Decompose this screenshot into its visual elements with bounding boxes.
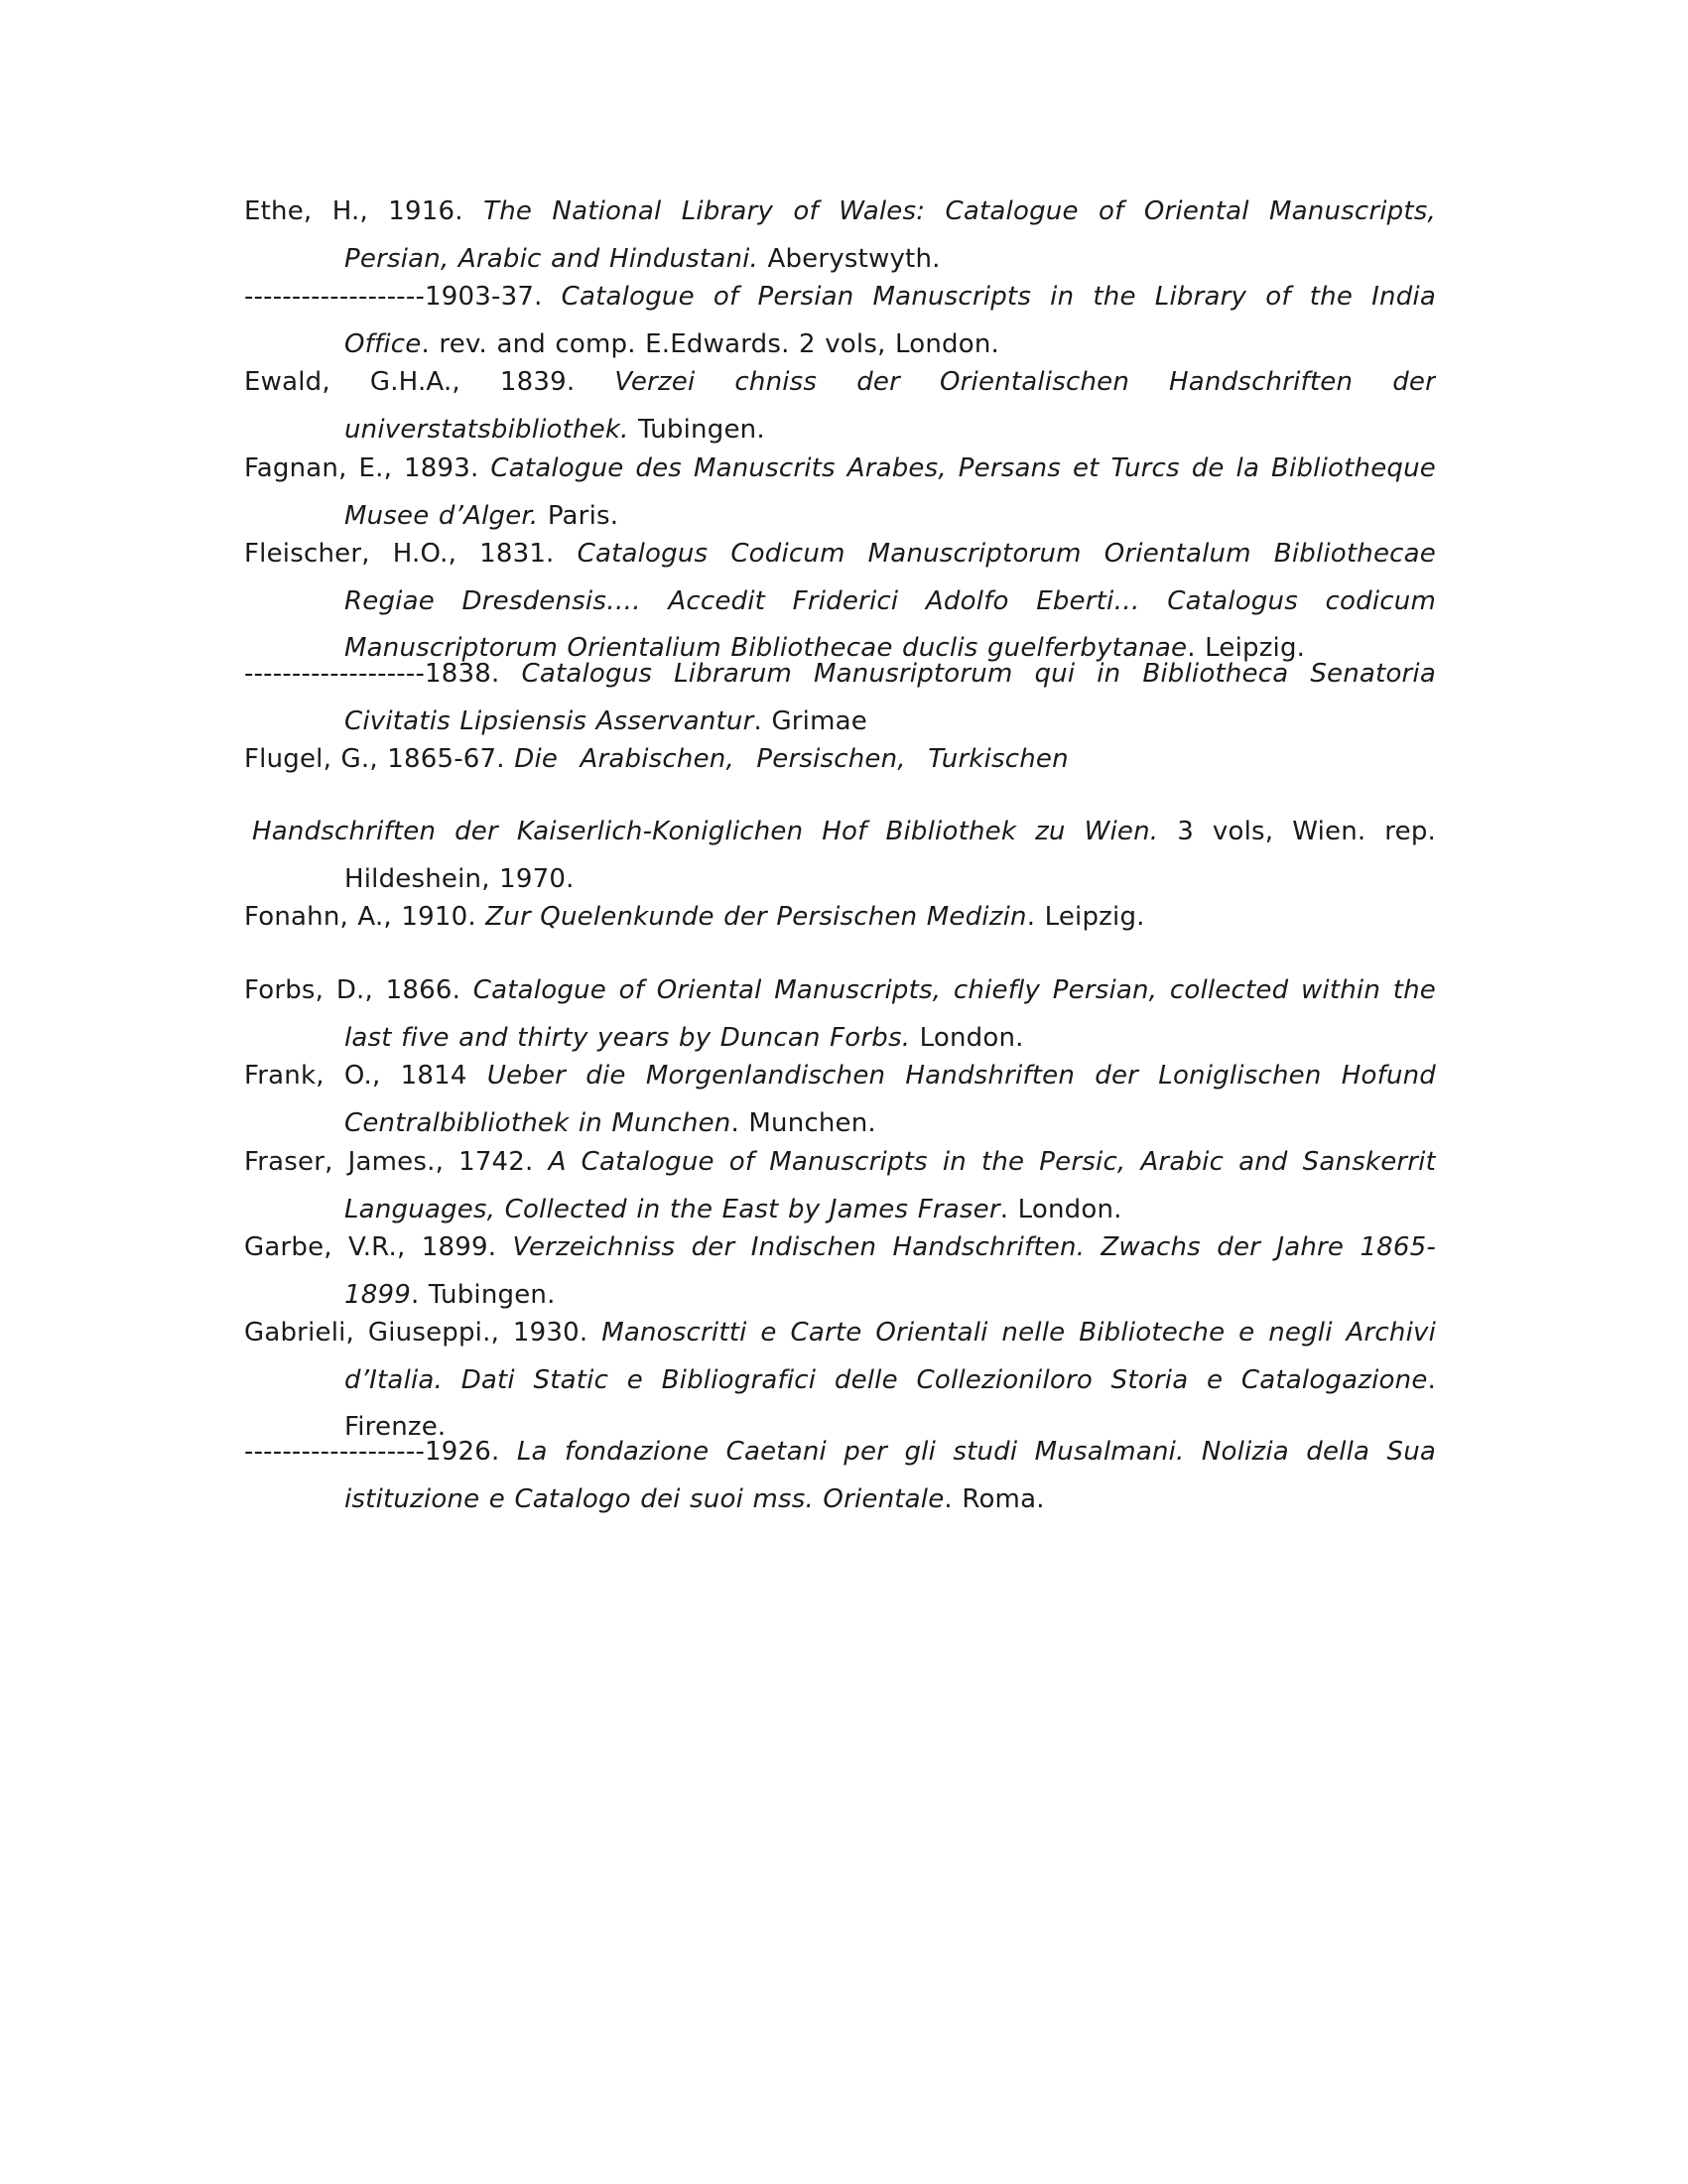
- bibliography-entry: [244, 736, 1436, 784]
- entry-title: Die Arabischen, Persischen, Turkischen: [514, 744, 1069, 774]
- entry-text: Tubingen.: [628, 414, 765, 445]
- entry-line: [244, 894, 1436, 942]
- entry-title: Office: [344, 328, 422, 359]
- entry-title: Languages, Collected in the East by James Fraser: [344, 1194, 1000, 1224]
- entry-text: . Roma.: [944, 1483, 1045, 1514]
- bibliography-entry: [244, 446, 1436, 540]
- entry-title: Centralbibliothek in Munchen: [344, 1107, 731, 1138]
- entry-text: Frank, O., 1814: [244, 1061, 487, 1091]
- entry-line: [244, 1310, 1436, 1357]
- entry-line: [244, 446, 1436, 493]
- entry-line: [244, 1053, 1436, 1100]
- entry-title: Verzei chniss der Orientalischen Handschriften der: [614, 367, 1436, 397]
- entry-title: Handschriften der Kaiserlich-Koniglichen Hof Bibliothek zu Wien.: [252, 817, 1159, 846]
- entry-text: Gabrieli, Giuseppi., 1930.: [244, 1318, 602, 1348]
- entry-text: Fleischer, H.O., 1831.: [244, 539, 578, 569]
- entry-title: Ueber die Morgenlandischen Handshriften der Loniglischen Hofund: [486, 1061, 1436, 1091]
- entry-title: La fondazione Caetani per gli studi Musalmani. Nolizia della Sua: [516, 1437, 1436, 1467]
- entry-line: [244, 651, 1436, 699]
- entry-title: Catalogue of Oriental Manuscripts, chiefly Persian, collected within the: [472, 975, 1436, 1005]
- entry-title: Catalogus Codicum Manuscriptorum Orientalum Bibliothecae: [577, 539, 1436, 569]
- entry-text: . London.: [999, 1194, 1122, 1224]
- entry-text: .: [1427, 1364, 1436, 1395]
- entry-text: . Leipzig.: [1187, 633, 1306, 663]
- entry-text: . Tubingen.: [410, 1279, 556, 1310]
- entry-line: [244, 1224, 1436, 1272]
- entry-text: Paris.: [538, 500, 619, 531]
- entry-title: Musee d’Alger.: [344, 500, 539, 531]
- entry-line: [244, 1139, 1436, 1187]
- bibliography-entry: [244, 967, 1436, 1062]
- entry-title: A Catalogue of Manuscripts in the Persic, Arabic and Sanskerrit: [548, 1147, 1436, 1177]
- entry-text: . Leipzig.: [1026, 902, 1145, 932]
- bibliography-entry: [244, 359, 1436, 453]
- entry-text: Fraser, James., 1742.: [244, 1147, 549, 1177]
- entry-title: Manuscriptorum Orientalium Bibliothecae duclis guelferbytanae: [344, 633, 1188, 663]
- entry-title: Persian, Arabic and Hindustani.: [344, 243, 759, 274]
- entry-title: Catalogus Librarum Manusriptorum qui in Bibliotheca Senatoria: [521, 659, 1436, 689]
- entry-line: [244, 578, 1436, 626]
- entry-line: [244, 1477, 1436, 1524]
- entry-text: . Munchen.: [730, 1107, 876, 1138]
- entry-text: Garbe, V.R., 1899.: [244, 1232, 513, 1262]
- entry-text: Fonahn, A., 1910.: [244, 902, 486, 932]
- bibliography-entry: [244, 809, 1436, 903]
- bibliography-entry: [244, 1053, 1436, 1147]
- entry-text: Ethe, H., 1916.: [244, 196, 484, 226]
- entry-text: . Grimae: [753, 706, 867, 736]
- entry-text: Fagnan, E., 1893.: [244, 453, 491, 483]
- entry-line: [244, 531, 1436, 578]
- bibliography-entry: [244, 651, 1436, 745]
- entry-text: -------------------1903-37.: [244, 282, 562, 312]
- entry-title: universtatsbibliothek.: [344, 414, 629, 445]
- entry-title: istituzione e Catalogo dei suoi mss. Orientale: [344, 1483, 945, 1514]
- entry-text: Firenze.: [344, 1412, 447, 1442]
- entry-text: Forbs, D., 1866.: [244, 975, 473, 1005]
- entry-text: -------------------1926.: [244, 1437, 517, 1467]
- entry-title: The National Library of Wales: Catalogue of Oriental Manuscripts,: [483, 196, 1436, 226]
- entry-line: [244, 359, 1436, 407]
- entry-text: Hildeshein, 1970.: [344, 863, 575, 894]
- bibliography-entry: [244, 274, 1436, 368]
- entry-text: Aberystwyth.: [758, 243, 941, 274]
- bibliography-entry: [244, 189, 1436, 283]
- bibliography-entry: [244, 1224, 1436, 1319]
- entry-title: Manoscritti e Carte Orientali nelle Biblioteche e negli Archivi: [601, 1318, 1436, 1348]
- entry-line: [244, 736, 1117, 784]
- entry-title: last five and thirty years by Duncan Forbs.: [344, 1022, 911, 1053]
- entry-title: Catalogue of Persian Manuscripts in the Library of the India: [561, 282, 1436, 312]
- entry-title: Verzeichniss der Indischen Handschriften. Zwachs der Jahre 1865-: [512, 1232, 1436, 1262]
- entry-line: [244, 1429, 1436, 1477]
- bibliography-entry: [244, 1429, 1436, 1523]
- entry-line: [244, 274, 1436, 321]
- entry-text: Flugel, G., 1865-67.: [244, 744, 515, 774]
- entry-text: Ewald, G.H.A., 1839.: [244, 367, 615, 397]
- bibliography-entry: [244, 1139, 1436, 1233]
- entry-title: 1899: [344, 1279, 411, 1310]
- entry-title: Catalogue des Manuscrits Arabes, Persans et Turcs de la Bibliotheque: [490, 453, 1436, 483]
- entry-line: [244, 189, 1436, 236]
- entry-text: . rev. and comp. E.Edwards. 2 vols, London.: [421, 328, 999, 359]
- entry-title: Civitatis Lipsiensis Asservantur: [344, 706, 754, 736]
- entry-text: 3 vols, Wien. rep.: [1158, 817, 1436, 846]
- entry-text: London.: [910, 1022, 1024, 1053]
- entry-title: d’Italia. Dati Static e Bibliografici delle Collezioniloro Storia e Catalogazione: [344, 1364, 1428, 1395]
- entry-title: Zur Quelenkunde der Persischen Medizin: [485, 902, 1027, 932]
- bibliography-entry: [244, 894, 1436, 942]
- entry-line: [244, 809, 1436, 856]
- entry-line: [244, 967, 1436, 1015]
- entry-title: Regiae Dresdensis…. Accedit Friderici Adolfo Eberti… Catalogus codicum: [344, 585, 1436, 616]
- entry-line: [244, 1357, 1436, 1405]
- entry-text: -------------------1838.: [244, 659, 522, 689]
